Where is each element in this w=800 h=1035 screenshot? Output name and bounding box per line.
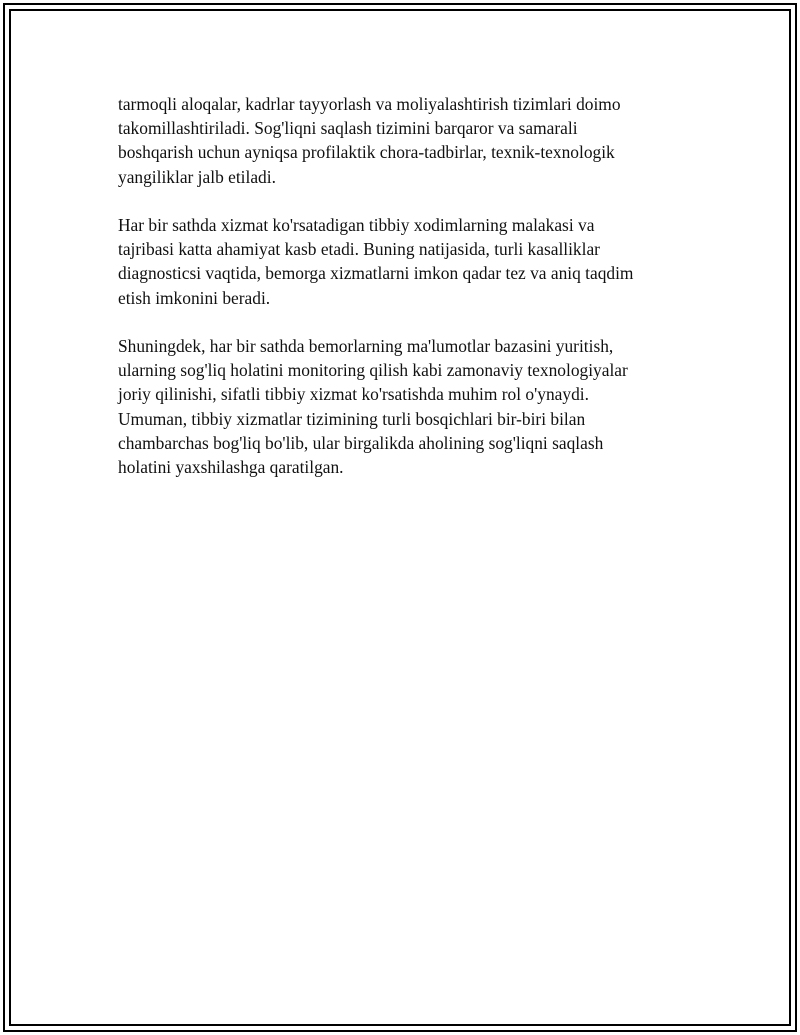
text-line: Umuman, tibbiy xizmatlar tizimining turli bosqichlari bir-biri bilan bbox=[118, 408, 586, 429]
text-line: joriy qilinishi, sifatli tibbiy xizmat ko'rsatishda muhim rol o'ynaydi. bbox=[118, 384, 589, 405]
text-line: diagnosticsi vaqtida, bemorga xizmatlarni imkon qadar tez va aniq taqdim bbox=[118, 263, 634, 284]
text-line: Shuningdek, har bir sathda bemorlarning ma'lumotlar bazasini yuritish, bbox=[118, 336, 614, 356]
document-body bbox=[118, 92, 678, 503]
text-line: tajribasi katta ahamiyat kasb etadi. Buning natijasida, turli kasalliklar bbox=[118, 239, 600, 260]
paragraph-3 bbox=[118, 334, 678, 479]
text-line: chambarchas bog'liq bo'lib, ular birgalikda aholining sog'liqni saqlash bbox=[118, 432, 604, 453]
paragraph-1 bbox=[118, 92, 678, 189]
paragraph-2 bbox=[118, 213, 678, 310]
text-line: holatini yaxshilashga qaratilgan. bbox=[118, 457, 344, 478]
text-line: takomillashtiriladi. Sog'liqni saqlash tizimini barqaror va samarali bbox=[118, 118, 578, 139]
text-line: tarmoqli aloqalar, kadrlar tayyorlash va moliyalashtirish tizimlari doimo bbox=[118, 94, 621, 114]
text-line: ularning sog'liq holatini monitoring qilish kabi zamonaviy texnologiyalar bbox=[118, 360, 628, 381]
text-line: etish imkonini beradi. bbox=[118, 287, 271, 308]
text-line: yangiliklar jalb etiladi. bbox=[118, 166, 276, 187]
text-line: Har bir sathda xizmat ko'rsatadigan tibbiy xodimlarning malakasi va bbox=[118, 215, 595, 235]
text-line: boshqarish uchun ayniqsa profilaktik chora-tadbirlar, texnik-texnologik bbox=[118, 142, 615, 163]
